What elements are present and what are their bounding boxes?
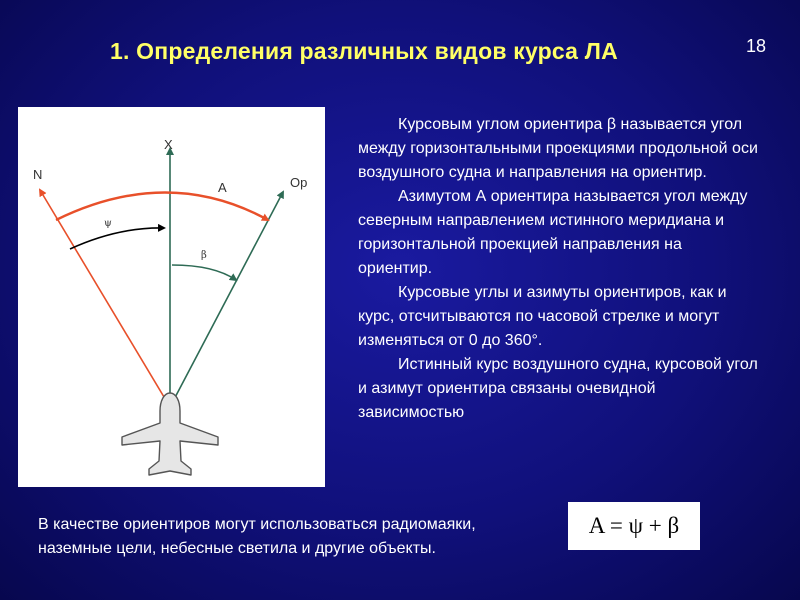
- label-op: Op: [290, 175, 308, 190]
- paragraph-azimuth: Азимутом А ориентира называется угол между северным направлением истинного меридиана и горизонтальной проекцией направления на ориентир.: [358, 188, 748, 277]
- heading-diagram: [18, 107, 325, 487]
- paragraph-relation: Истинный курс воздушного судна, курсовой угол и азимут ориентира связаны очевидной зависимостью: [358, 356, 758, 421]
- label-psi: ψ: [104, 218, 112, 229]
- formula: A = ψ + β: [588, 513, 680, 538]
- definitions-text: [358, 113, 758, 425]
- heading-diagram-svg: [18, 107, 325, 487]
- landmark-bearing-line: [170, 192, 283, 407]
- label-beta: β: [201, 250, 207, 261]
- beta-arc: [172, 265, 236, 280]
- formula-box: [568, 502, 700, 550]
- paragraph-course-angle: Курсовым углом ориентира β называется угол между горизонтальными проекциями продольной оси воздушного судна и направления на ориентир.: [358, 116, 758, 181]
- slide-title: 1. Определения различных видов курса ЛА: [110, 38, 618, 64]
- landmarks-note: В качестве ориентиров могут использоваться радиомаяки, наземные цели, небесные светила и другие объекты.: [38, 516, 476, 557]
- paragraph-measurement: Курсовые углы и азимуты ориентиров, как и курс, отсчитываются по часовой стрелке и могут изменяться от 0 до 360°.: [358, 284, 727, 349]
- label-n: N: [33, 167, 43, 182]
- aircraft-icon: [122, 393, 218, 475]
- slide-number: 18: [745, 36, 766, 56]
- label-a: A: [218, 180, 227, 195]
- azimuth-arc: [56, 193, 268, 221]
- label-x: X: [164, 137, 173, 152]
- psi-arc: [70, 228, 164, 249]
